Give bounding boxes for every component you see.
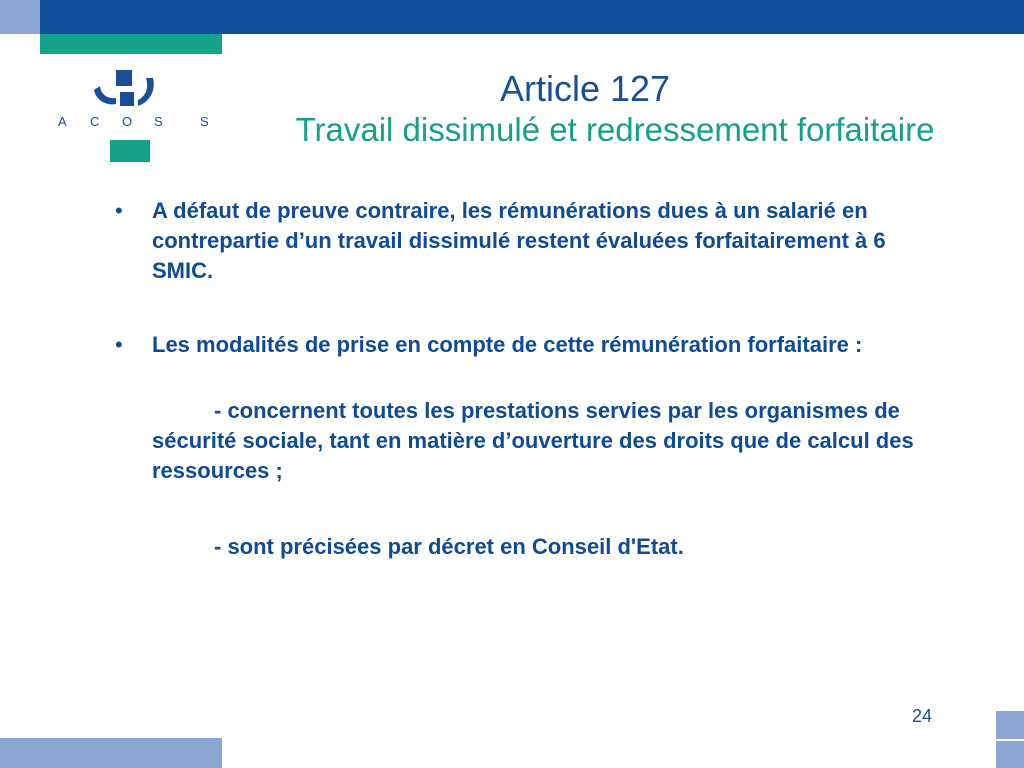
bullet-item	[110, 196, 930, 286]
footer-left-bar	[0, 738, 222, 768]
bullet-item	[110, 330, 930, 360]
logo-letter: C	[90, 114, 100, 129]
logo-letter: A	[58, 114, 67, 129]
header-bar	[40, 0, 1024, 34]
footer-right-square	[996, 741, 1024, 768]
bullet-text: Les modalités de prise en compte de cette rémunération forfaitaire :	[152, 332, 863, 357]
header-green-strip	[40, 34, 222, 54]
sub-item-decret: - sont précisées par décret en Conseil d'Etat.	[214, 534, 684, 559]
top-left-accent-block	[0, 0, 40, 34]
bullet-marker: •	[115, 198, 123, 223]
logo-letter: S	[200, 114, 209, 129]
title-line-2: Travail dissimulé et redressement forfaitaire	[295, 111, 935, 148]
logo-letter: S	[154, 114, 163, 129]
logo-letter: O	[122, 114, 133, 129]
sub-item-prestations: - concernent toutes les prestations servies par les organismes de sécurité sociale, tant en matière d’ouverture des droits que de calcul des ressources ;	[152, 398, 914, 483]
slide-title	[140, 68, 1024, 150]
page-number: 24	[912, 706, 933, 726]
bullet-text: A défaut de preuve contraire, les rémunérations dues à un salarié en contrepartie d’un travail dissimulé restent évaluées forfaitairement à 6 SMIC.	[152, 198, 886, 283]
bullet-marker: •	[115, 332, 123, 357]
footer-right-square	[996, 711, 1024, 739]
title-line-1: Article 127	[499, 68, 671, 109]
slide-body	[110, 196, 930, 562]
